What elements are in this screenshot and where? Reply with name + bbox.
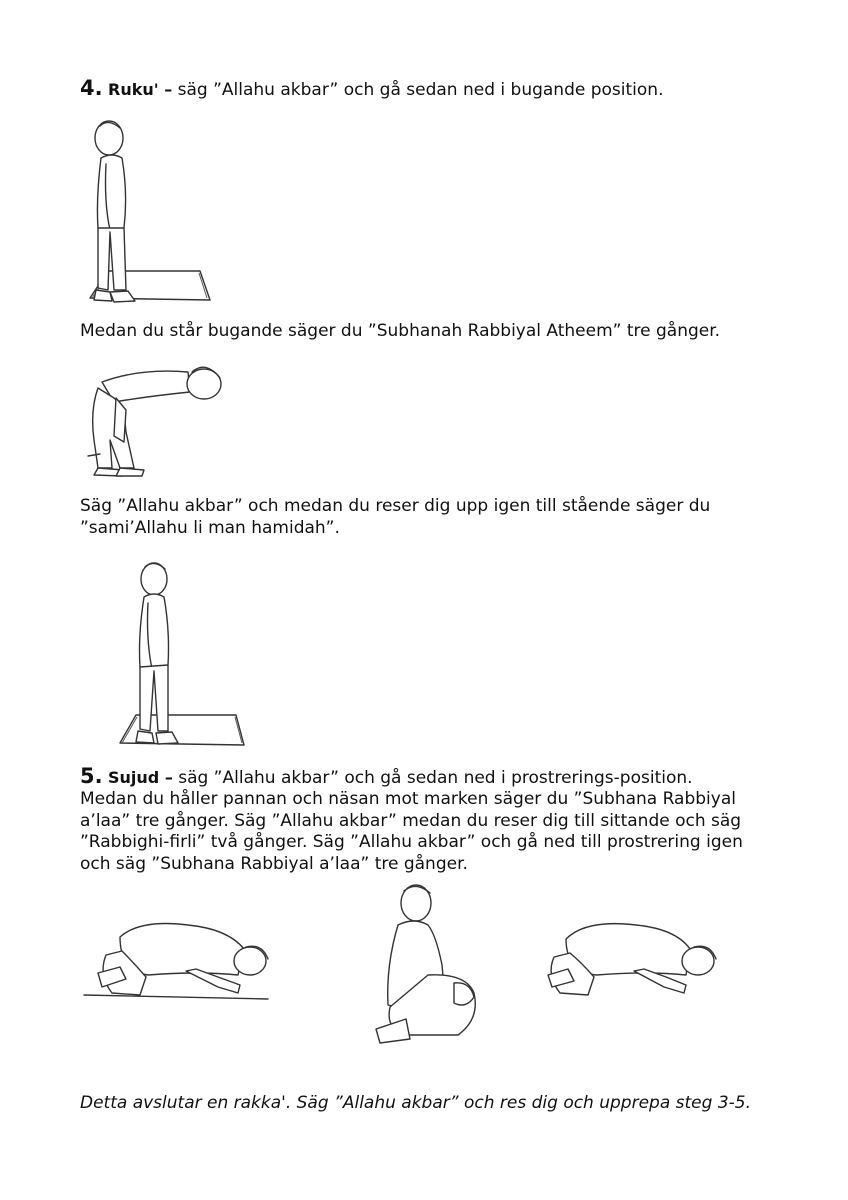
step-5-heading (80, 765, 693, 789)
bowing-caption: Medan du står bugande säger du ”Subhanah Rabbiyal Atheem” tre gånger. (80, 321, 721, 341)
rise-caption-line: ”sami’Allahu li man hamidah”. (80, 517, 340, 538)
step-text: säg ”Allahu akbar” och gå sedan ned i bugande position. (172, 80, 664, 100)
standing-figure-illustration (110, 555, 260, 759)
description-line: och säg ”Subhana Rabbiyal a’laa” tre gånger. (80, 853, 468, 874)
prostrating-figure-illustration (540, 915, 730, 1009)
bowing-figure-illustration (80, 350, 230, 484)
sitting-figure-illustration (370, 875, 490, 1054)
description-line: ”Rabbighi-firli” två gånger. Säg ”Allahu akbar” och gå ned till prostrering igen (80, 832, 743, 852)
prostrating-figure-illustration (78, 915, 278, 1009)
step-term: Sujud – (108, 768, 173, 787)
closing-text: Detta avslutar en rakka'. Säg ”Allahu akbar” och res dig och upprepa steg 3-5. (80, 1093, 752, 1113)
rise-caption-line: Säg ”Allahu akbar” och medan du reser dig upp igen till stående säger du (80, 496, 711, 516)
rise-caption (80, 496, 780, 539)
step-number: 5. (80, 764, 103, 788)
step-term: Ruku' – (108, 80, 173, 99)
description-line: a’laa” tre gånger. Säg ”Allahu akbar” medan du reser dig till sittande och säg (80, 810, 742, 831)
step-4-heading (80, 77, 663, 101)
standing-figure-illustration (80, 108, 220, 317)
step-5-description (80, 789, 780, 875)
step-text: säg ”Allahu akbar” och gå sedan ned i prostrerings-position. (172, 768, 693, 788)
description-line: Medan du håller pannan och näsan mot marken säger du ”Subhana Rabbiyal (80, 789, 736, 809)
step-number: 4. (80, 76, 103, 100)
